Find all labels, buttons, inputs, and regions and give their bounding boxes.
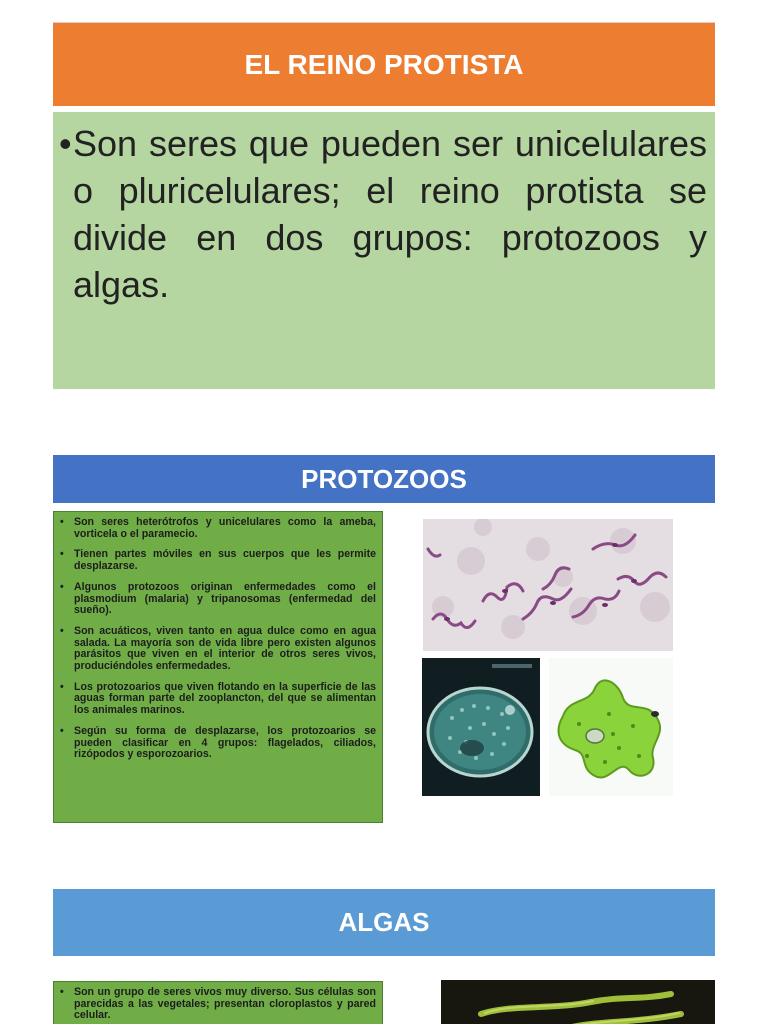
intro-bullet: • [59, 123, 72, 164]
paramecium-illustration [422, 658, 540, 796]
algae-illustration [441, 980, 715, 1024]
list-item: • Los protozoarios que viven flotando en la superficie de las aguas forman parte del zooplancton, del que se alimentan los animales marinos. [60, 680, 376, 717]
paramecium-image [422, 658, 540, 796]
bullet-icon: • [60, 724, 64, 737]
algas-list [58, 987, 376, 1022]
list-item: • Algunos protozoos originan enfermedades como el plasmodium (malaria) y tripanosomas (enfermedad del sueño). [60, 580, 376, 617]
protozoos-heading: PROTOZOOS [301, 463, 467, 494]
protozoos-list [58, 517, 376, 761]
amoeba-image [549, 658, 673, 796]
intro-box [53, 112, 715, 389]
list-item: • Según su forma de desplazarse, los protozoarios se pueden clasificar en 4 grupos: flagelados, ciliados, rizópodos y esporozoarios. [60, 724, 376, 761]
bullet-icon: • [60, 680, 64, 693]
bullet-icon: • [60, 548, 64, 561]
list-item: • Tienen partes móviles en sus cuerpos que les permite desplazarse. [60, 548, 376, 573]
bullet-icon: • [60, 624, 64, 637]
title-banner [53, 22, 715, 106]
page-title: EL REINO PROTISTA [244, 48, 524, 80]
protozoos-list-box [53, 511, 383, 823]
algas-heading: ALGAS [338, 907, 430, 937]
list-item: • Son un grupo de seres vivos muy diverso. Sus células son parecidas a las vegetales; presentan cloroplastos y pared celular. [60, 986, 376, 1022]
trypanosome-micrograph [423, 519, 673, 651]
bullet-icon: • [60, 516, 64, 528]
trypanosome-illustration [423, 519, 673, 651]
list-item: • Son seres heterótrofos y unicelulares como la ameba, vorticela o el paramecio. [60, 516, 376, 540]
list-item: • Son acuáticos, viven tanto en agua dulce como en agua salada. La mayoría son de vida libre pero existen algunos parásitos que viven en el interior de otros seres vivos, produciéndoles enfermedades. [60, 624, 376, 673]
bullet-icon: • [60, 580, 64, 593]
intro-body: Son seres que pueden ser unicelulares o pluricelulares; el reino protista se divide en dos grupos: protozoos y algas. [73, 123, 707, 305]
algas-list-box [53, 981, 383, 1024]
amoeba-illustration [549, 658, 673, 796]
intro-text [59, 120, 707, 308]
bullet-icon: • [60, 986, 64, 998]
protozoos-heading-banner [53, 455, 715, 503]
algae-micrograph [441, 980, 715, 1024]
algas-heading-banner [53, 889, 715, 956]
